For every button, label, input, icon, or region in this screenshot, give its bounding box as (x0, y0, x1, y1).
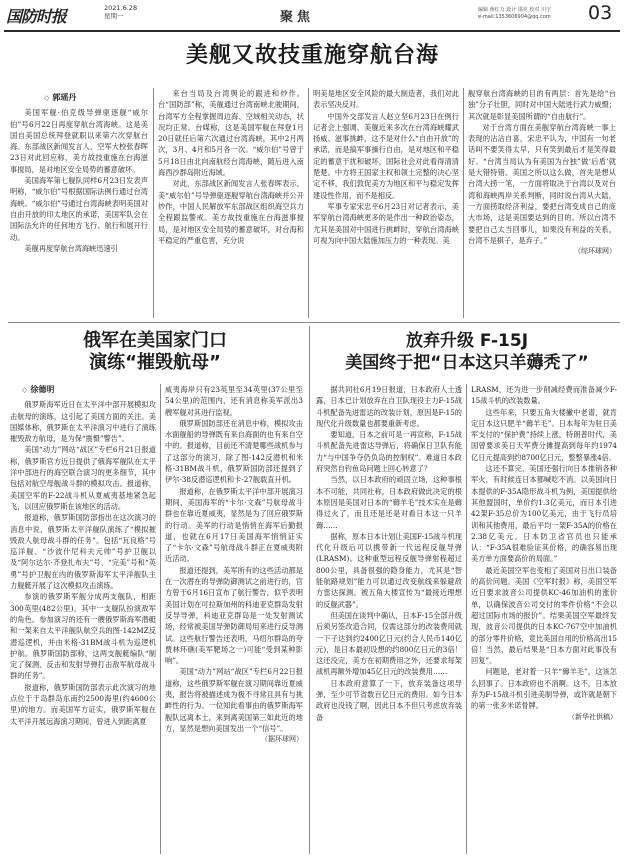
article2-column-2 (165, 384, 303, 854)
article3-column-1 (316, 384, 462, 854)
paragraph: 日本政府意算了一下，放弃装备这项导弹，至少可节省数百亿日元的费用。如今日本政府也没钱了啊，因此日本不但只考虑放弃装备 (316, 678, 462, 722)
article1-column-2 (158, 88, 304, 318)
column-divider (153, 88, 154, 318)
paragraph: 报道称，俄罗斯国防部表示此次演习的地点位于于岛群岛东南约2500海里(约4600公里)的地方。而美国军方证实，俄罗斯军舰在太平洋开展远海演习期间，曾进入到距离夏 (10, 682, 156, 726)
headline-line: 俄军在美国家门口 (83, 330, 227, 351)
paragraph: 报道称，俄罗斯国防部指出在这次演习的消息中说，俄罗斯太平洋舰队演练了“模拟摧毁敌人航母战斗群的任务”。包括“瓦良格”号巡洋舰、“沙波什尼科夫元帅”号护卫舰以及“阿尔达尔·齐登扎布夫”号、“完美”号和“英勇”号护卫舰在内的俄罗斯海军太平洋舰队主力舰艇开展了这次模拟攻击演练。 (10, 513, 156, 591)
byline-author: 郭瑶丹 (52, 92, 77, 102)
editor-info (478, 7, 551, 21)
paragraph: 报道还提到，美军所有的这些活动都是在一次潜在的导弹防御测试之前进行的，官方曾于6月16日宣布了航行警告，似乎表明美国计划在可拉斯加州的科迪亚克群岛发射反导导弹，科迪亚克群岛是一处发射测试场，经常被美国导弹防御局用来进行反导测试。这些航行警告还表明，马绍尔群岛的夸贾林环礁(美军靶场之一)可能“受到某种影响”。 (165, 565, 303, 666)
paragraph: 问题是，老对着一只羊“薅羊毛”，这该怎么回事了。日本政府也不消啊。这不，日本放弃为F-15战斗机引进美制导弹，或许就是朝下的第一张多米诺骨牌。 (471, 667, 617, 711)
editor-line: 编辑 蒋红力 设计 邵亮 校对 川宇 (478, 7, 551, 13)
weekday-text: 星期一 (104, 12, 124, 20)
paragraph: LRASM，还为进一步削减经费而准备减少F-15战斗机的改装数量。 (471, 385, 617, 406)
paragraph: 美国军舰·伯克级导弹驱逐舰“威尔伯”号6月22日再度穿航台湾海峡。这是美国自美国总统拜登就职以来第六次穿航台海。东部战区新闻发言人、空军大校张春晖23日对此回应称，美方故技重施在台海滋事搅局，是对地区安全局势的蓄意破坏。 (10, 108, 148, 174)
article1-column-1 (10, 92, 148, 318)
article1-column-3 (313, 88, 459, 318)
paragraph: 美国“动力”网站“战区”专栏6月22日报道称，这些俄罗斯军舰在演习期间靠近夏威夷，报告将被描述成为极不寻常且具有与挑衅性的行为。一位知此看事由的俄罗斯海军舰队远离本土，来到离美国第三如此近的地方，显然是想向美国发出一个“信号”。 (165, 667, 303, 733)
issue-date (104, 4, 137, 20)
paragraph: 但美国在谈判中确认，日本F-15全部升级后须另签改造合同，仅需这部分的改装费用就一下子达到约2400亿日元(约合人民币140亿元)，是日本最初设想的约800亿日元的3倍！这还没完，美方在初期费用之外，还要求每架战机再额外增加45亿日元的改装费用…… (316, 610, 462, 677)
article3-column-2 (471, 384, 617, 854)
paragraph: 报道称，在俄罗斯太平洋中部开展演习期间，美国海军的“卡尔·文森”号航母战斗群也在靠近夏威夷，显然是为了回应俄罗斯的行动。美军的行动是悄悄在海军后勤报道，也就在6月17日美国海军悄悄证实了“卡尔·文森”号航母战斗群正在夏威夷附近活动。 (165, 486, 303, 564)
paragraph: 舰穿航台湾海峡的目的有两层：首先是给“台独”分子壮胆，同时对中国大陆进行武力威慑；其次就是彰显美国所谓的“自由航行”。 (468, 89, 616, 121)
paragraph: 美国海军第七舰队同样6月23日发表声明称，“威尔伯”号根据国际法例行通过台湾海峡。“威尔伯”号通过台湾海峡表明美国对自由开放的印太地区的承诺，美国军队会在国际法允许的任何地方飞行、航行和展开行动。 (10, 176, 148, 242)
page-number: 03 (588, 2, 613, 24)
byline: ◇ 徐德明 (22, 384, 55, 394)
paragraph: 美舰再度穿航台湾海峡迅速引 (24, 243, 118, 253)
paragraph: 俄罗斯国防部还在消息中称，模拟攻击水面舰船的导弹既有来自海面的也有来自空中的。报道称，目前还不清楚哪些战机参与了这部分的演习，除了图-142反潜机和米格-31BM战斗机，俄罗斯国防部还提到了伊尔-38反潜巡逻机和卡-27舰载直升机。 (165, 418, 303, 485)
email-line: e-mail:1353606904@qq.com (478, 14, 551, 20)
paragraph: 军事专家宋忠平6月23日对记者表示，美军穿航台湾海峡更多的是作出一种政治姿态，尤其是美国对中国进行挑衅时，穿航台湾海峡可视为向中国大陆施加压力的一种表现。美 (313, 201, 459, 245)
headline-line: 美国终于把“日本这只羊薅秃了” (345, 353, 589, 373)
paragraph: 这还不算完，美国还强行向日本推销各种军火，有时候连日本都喊吃不消。以美国向日本提供的F-35A隐形战斗机为例，美国提供给其他盟国时，单价约1.3亿美元，而日本引进42架F-35总价为100亿美元，由于飞行员培训和其他费用，最后平均一架F-35A的价格在2.38亿美元。日本防卫省官员也只能承认：“F-35A很难验证其价格，的确容易出现美方单方面要高价的局面。” (471, 464, 617, 564)
paragraph: 对此，东部战区新闻发言人张春晖表示，美“威尔伯”号导弹驱逐舰穿航台湾海峡并公开炒作，中国人民解放军东部战区组织海空兵力全程跟监警戒。美方故技重施在台海滋事搅局，是对地区安全局势的蓄意破坏，对台海和平稳定的严重危害，充分说 (158, 179, 304, 245)
paragraph: 参演的俄罗斯军舰分成两支舰队，相距300英里(482公里)，其中一支舰队扮演敌军的角色。参加演习的还有一艘俄罗斯海军潜艇和一架来自太平洋舰队航空兵的图-142MZ反潜巡逻机，并由米格-31BM战斗机为巡逻机护航。俄罗斯国防部称，这两支舰艇编队“制定了探测、反击和发射导弹打击敌军航母战斗群的任务”。 (10, 592, 156, 681)
paragraph: 这些年来，只要五角大楼撇中老谱，就肯定日本这只肥羊“薅羊毛”。日本每年为驻日美军支付的“保护费”持续上涨，特朗普时代，美国曾要求美日天军费分摊提高到每年约1974亿日元提高到约8700亿日元，整整暴涨4倍。 (471, 407, 617, 462)
article3-headline (314, 330, 620, 374)
article1-column-4 (468, 88, 616, 318)
article2-headline (10, 330, 300, 374)
paragraph: 对于台湾方面在美舰穿航台湾海峡一事上表现的沾沾自喜，宋忠平认为，中国有一句老话叫不要笑得太早，只有笑到最后才是笑得最好。“台湾当局认为有美国为台独”做‘后盾’就是大错特错。美国之所以这么做，首先是想从台湾大捞一笔，一方面将取决于台湾以及对台湾和海峡两岸关系判断，同时说台湾从大陆，一方面捞取经济利益，要把台湾变成自己的庞大市场，这是美国要达到的目的。所以台湾不要把自己太当回事儿，如果没有利益的关系，台湾不是棋子，是弃子。” (468, 122, 616, 245)
header-rule (4, 30, 620, 32)
page-header (0, 0, 625, 30)
paragraph: 中国外交部发言人赵立坚6月23日在例行记者会上强调，美舰近来多次在台湾海峡耀武扬威、滋事挑衅，这不是对什么“自由开放”的承诺，而是搞军事操行自由，是对地区和平稳定的蓄意干扰和破坏，国际社会对此看得清清楚楚。中方将王国家主权和领土完整的决心坚定不移，我们敦促美方为地区和平与稳定发挥建设性作用，而不是相反。 (313, 111, 459, 200)
paragraph: 当然，以日本政府的顽固立场，这种事根本不可能，共同社称，日本政府做此决定的根本原因是美国对日本的“薅羊毛”技术实在是薅得过火了，而且还是还是对看日本这一只羊薅…… (316, 475, 462, 530)
byline: ◇ 郭瑶丹 (44, 92, 77, 102)
column-divider (160, 384, 161, 854)
column-divider (466, 384, 467, 854)
paragraph: 明美是地区安全风险的最大制造者，我们对此表示坚决反对。 (313, 89, 459, 110)
section-title: 聚焦 (280, 10, 315, 25)
source-credit: （新华社供稿） (568, 712, 617, 721)
paragraph: 要知道，日本之前可是一再宣称，F-15战斗机配备先进雷达导弹后，将确保日卫队有能力“与中国争夺仍负岛的控制权”。难道日本政府突然自钓鱼岛问题上回心转意了？ (316, 430, 462, 474)
article2-column-1 (10, 384, 156, 854)
newspaper-logo: 国防时报 (6, 7, 67, 26)
paragraph: 美国“动力”网站“战区”专栏6月21日报道称，俄罗斯官方近日提供了俄海军舰队在太平洋中部进行的海空联合演习的更多细节，其中包括对航空母舰战斗群的模拟攻击。报道称，美国空军的F-22战斗机从夏威夷基地紧急起飞，以回应俄罗斯在该地区的活动。 (10, 445, 156, 511)
section-divider (8, 322, 620, 323)
byline-author: 徐德明 (30, 384, 55, 394)
paragraph: 据共同社6月19日报道，日本政府人士透露，日本已计划放弃在自卫队现役主力F-15战斗机配备先进雷达的改装计划，原因是F-15的现代化升级数量也都要重新考虑。 (316, 385, 462, 428)
paragraph: 据称，原本日本计划让美国F-15战斗机现代化升级后可以携带新一代远程反舰导弹(LRASM)。这种重型远程反舰导弹射程超过800公里，具备很强的隐身能力，尤其是“智能航路规划”能力可以通过改变航线来躲避敌方雷达探测。被五角大楼宣传为“最接近理想的反舰武器”。 (316, 531, 462, 609)
headline-line: 放弃升级 F-15J (405, 331, 529, 351)
date-text: 2021.6.28 (104, 4, 138, 12)
paragraph: 最近美国空军也变相了美国对日出口装备的高价问题。美国《空军时报》称，美国空军近日要求波音公司提供KC-46加油机的涨价单，以确保波音公司交付的零件价格“不会以超过国际市场的报价”。结果美国空军最终发现，波音公司提供的日本KC-767空中加油机的部分零件价格，竟比美国自用的价格高出15倍！当然，最后结果是“日本方面对此事没有回复”。 (471, 565, 617, 666)
headline-line: 演练“摧毁航母” (89, 352, 221, 373)
paragraph: 威夷海岸只有23英里至34英里(37公里至54公里)的范围内，还有消息称美军派出3艘军舰对其进行监视。 (165, 385, 303, 417)
source-credit: （据环球网） (261, 735, 303, 744)
article-divider (309, 326, 310, 854)
column-divider (308, 88, 309, 318)
paragraph: 俄罗斯海军近日在太平洋中部开展模拟攻击航母的演练，这引起了美国方面的关注。美国媒体称，俄罗斯在太平洋演习中进行了演练摧毁敌方航母，是为保“震慑”警告”。 (10, 400, 156, 444)
source-credit: （综环球网） (574, 247, 616, 256)
column-divider (463, 88, 464, 318)
main-headline: 美舰又故技重施穿航台海 (185, 43, 439, 68)
paragraph: 来台当局及台湾舆论的跟进和炒作。台“国防部”称，美舰通过台湾南峡北驶期间，台湾军方全程掌握周边海、空域相关动态，状况均正常。台媒称，这是美国军舰在拜登1月20日就任后第六次通过台湾海峡，其中2月两次，3月、4月和5月各一次。“威尔伯”号曾于5月18日由北向南航经台湾海峡，随后进入南海西沙群岛附近海域。 (158, 89, 304, 178)
